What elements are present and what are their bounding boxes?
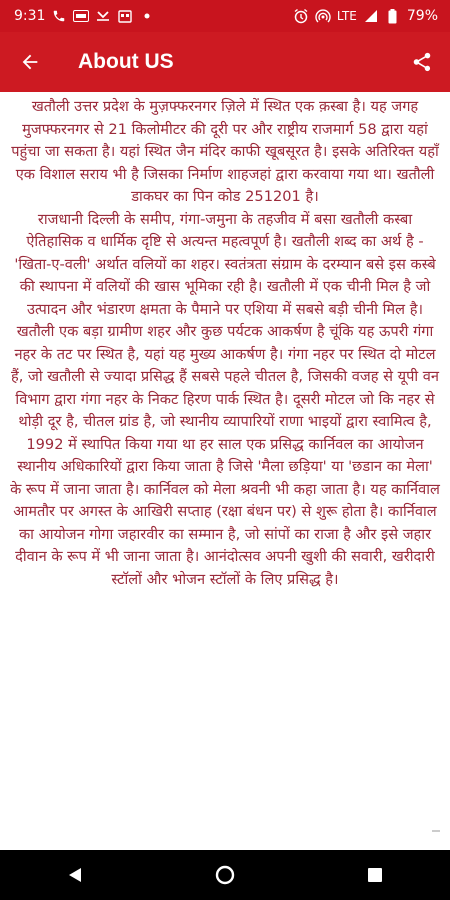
signal-icon <box>363 8 379 24</box>
about-paragraph-1: खतौली उत्तर प्रदेश के मुज़फ्फरनगर ज़िले में स्थित एक क़स्बा है। यह जगह मुजफ्फरनगर से 21 किलोमीटर की दूरी पर और राष्ट्रीय राजमार्ग 58 द्वारा यहां पहुंचा जा सकता है। यहां स्थित जैन मंदिर काफी खूबसूरत है। इसके अतिरिक्त यहाँ एक विशाल सराय भी है जिसका निर्माण शाहजहां द्वारा करवाया गया था। खतौली डाकघर का पिन कोड 251201 है। <box>11 98 439 205</box>
network-type: LTE <box>336 9 357 23</box>
status-right <box>293 8 450 24</box>
phone-icon <box>51 8 67 24</box>
arrow-left-icon <box>19 51 41 73</box>
nav-home-button[interactable] <box>200 850 250 900</box>
square-recents-icon <box>367 867 383 883</box>
circle-home-icon <box>215 865 235 885</box>
news-icon <box>73 8 89 24</box>
content-area[interactable] <box>0 92 450 850</box>
about-paragraph-3: खतौली एक बड़ा ग्रामीण शहर और कुछ पर्यटक आकर्षण है चूंकि यह ऊपरी गंगा नहर के तट पर स्थित है, यहां यह मुख्य आकर्षण है। गंगा नहर पर स्थित दो मोटल हैं, जो खतौली से ज्यादा प्रसिद्ध हैं सबसे पहले चीतल है, जिसकी वजह से यूपी वन विभाग द्वारा गंगा नहर के निकट हिरण पार्क स्थित है। दूसरी मोटल जो कि नहर से थोड़ी दूर है, चीतल ग्रांड है, जो स्थानीय व्यापारियों राणा भाइयों द्वारा स्वामित्व है, 1992 में स्थापित किया गया था हर साल एक प्रसिद्ध कार्निवल का आयोजन स्थानीय अधिकारियों द्वारा किया जाता है जिसे 'मैला छड़िया' या 'छडान का मेला' के रूप में जाना जाता है। कार्निवल को मेला श्रवनी भी कहा जाता है। यह कार्निवाल आमतौर पर अगस्त के आखिरी सप्ताह (रक्षा बंधन पर) से शुरू होता है। कार्निवाल का आयोजन गोगा जहारवीर का सम्मान है, जो सांपों का राजा है और इसे जहार दीवान के रूप में भी जाना जाता है। आनंदोत्सव अपनी खुशी की सवारी, खरीदारी स्टॉलों और भोजन स्टॉलों के लिए प्रसिद्ध है। <box>10 323 440 588</box>
nav-back-button[interactable] <box>50 850 100 900</box>
status-bar <box>0 0 450 32</box>
app-bar <box>0 32 450 92</box>
notification-dot-icon <box>139 8 155 24</box>
system-nav-bar <box>0 850 450 900</box>
battery-icon <box>385 8 401 24</box>
share-icon <box>411 51 433 73</box>
page-title: About US <box>78 50 174 73</box>
calendar-icon <box>117 8 133 24</box>
back-button[interactable] <box>0 32 60 92</box>
status-time: 9:31 <box>14 8 46 24</box>
hotspot-icon <box>315 8 331 24</box>
share-button[interactable] <box>394 32 450 92</box>
missed-call-icon <box>95 8 111 24</box>
status-left <box>0 8 155 24</box>
scroll-indicator <box>432 830 440 832</box>
battery-percent: 79% <box>406 8 438 24</box>
nav-recents-button[interactable] <box>350 850 400 900</box>
triangle-back-icon <box>66 866 84 884</box>
alarm-icon <box>293 8 309 24</box>
about-text <box>0 92 450 591</box>
about-paragraph-2: राजधानी दिल्ली के समीप, गंगा-जमुना के तहजीव में बसा खतौली कस्बा ऐतिहासिक व धार्मिक दृष्टि से अत्यन्त महत्वपूर्ण है। खतौली शब्द का अर्थ है - 'खिता-ए-वली' अर्थात वलियों का शहर। स्वतंत्रता संग्राम के दरम्यान बसे इस कस्बे की स्थापना में वलियों की खास भूमिका रही है। खतौली में एक चीनी मिल है जो उत्पादन और भंडारण क्षमता के पैमाने पर एशिया में सबसे बड़ी चीनी मिल है। <box>14 210 436 318</box>
